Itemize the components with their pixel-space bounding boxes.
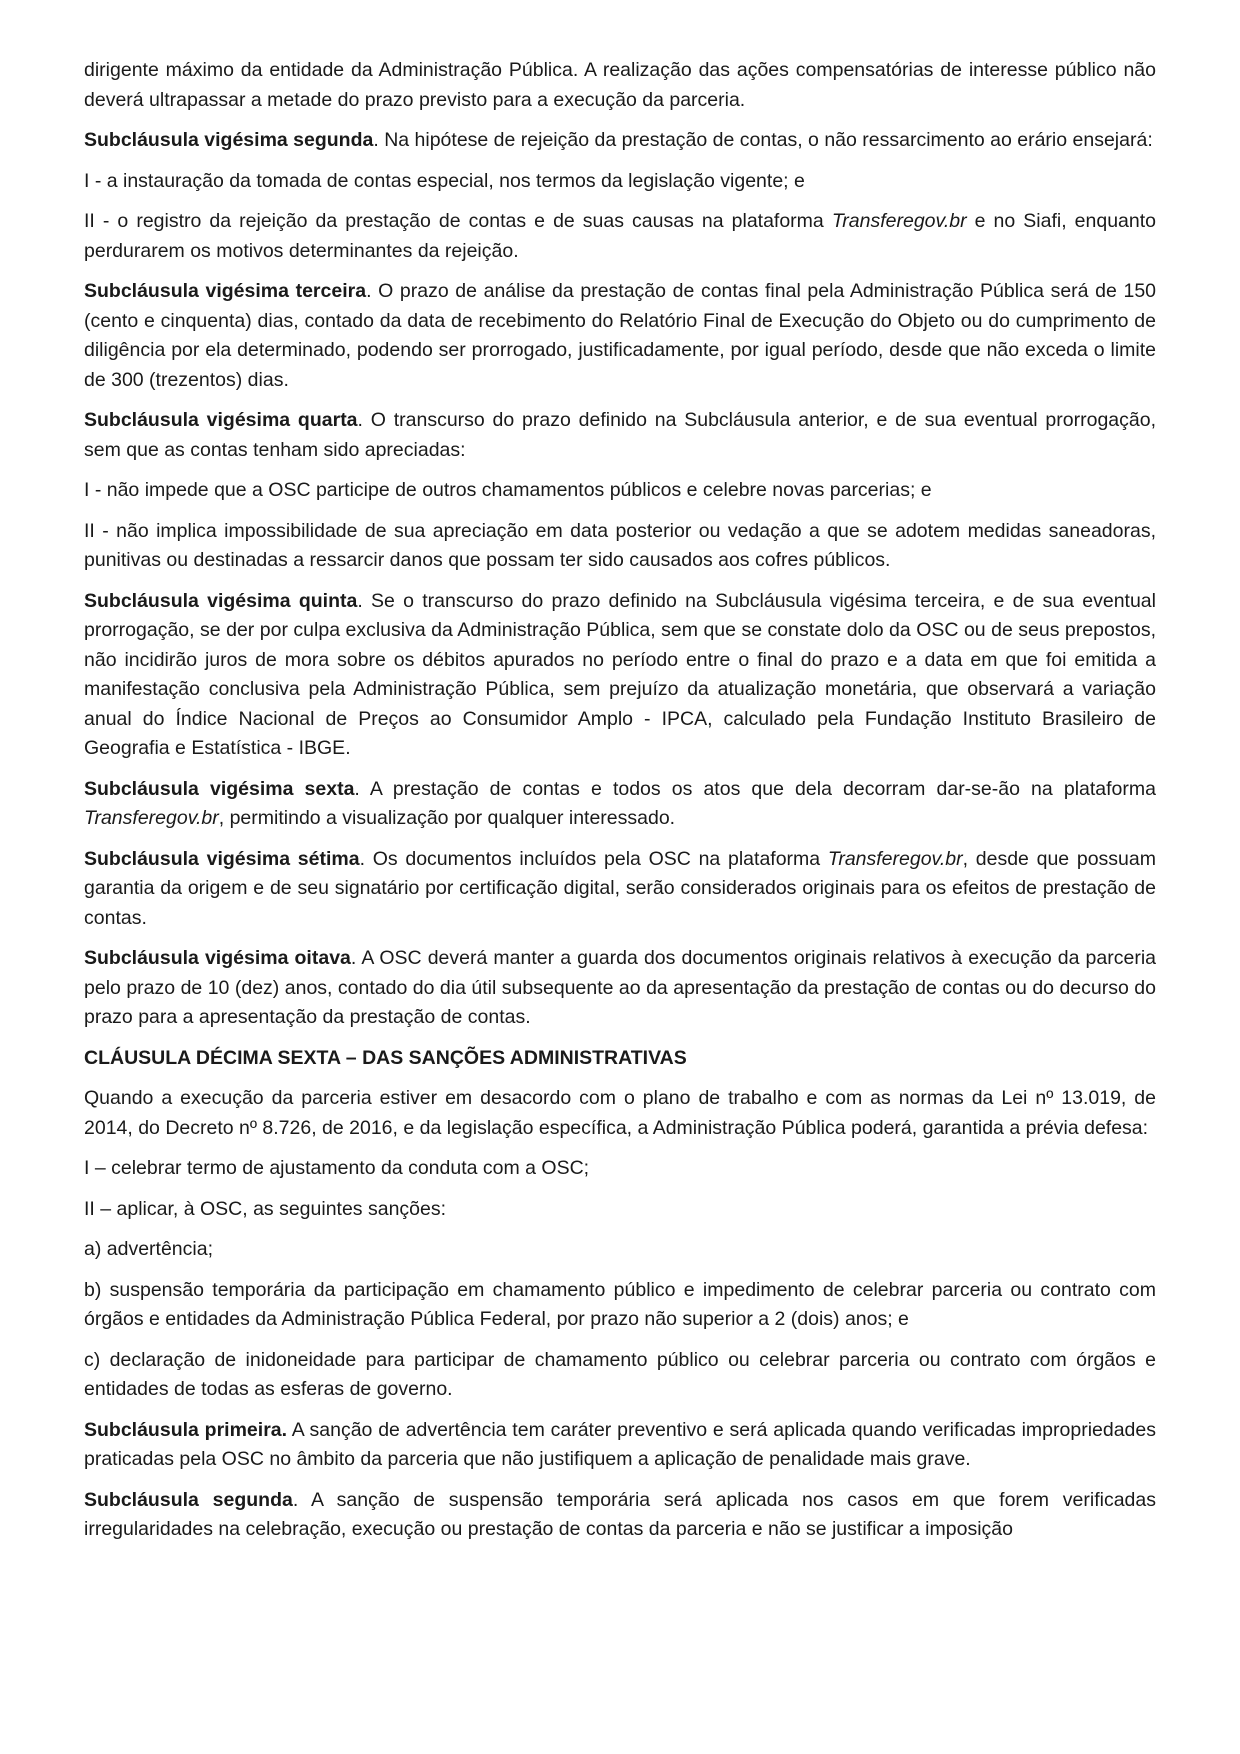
paragraph-text: b) suspensão temporária da participação em chamamento público e impedimento de celebrar parceria ou contrato com órgãos e entidades da Administração Pública Federal, por prazo não superior a 2 (dois) anos; e <box>84 1278 1156 1330</box>
subclause-title: Subcláusula segunda <box>84 1488 293 1511</box>
paragraph-text: , desde que possuam garantia da origem e de seu signatário por certificação digital, serão considerados originais para os efeitos de prestação de contas. <box>84 847 1156 929</box>
paragraph-text: II - não implica impossibilidade de sua apreciação em data posterior ou vedação a que se adotem medidas saneadoras, punitivas ou destinadas a ressarcir danos que possam ter sido causados aos cofres públicos. <box>84 519 1156 571</box>
subclause-title: Subcláusula vigésima segunda <box>84 129 374 151</box>
paragraph-text: . A prestação de contas e todos os atos que dela decorram dar-se-ão na plataforma <box>354 777 1156 800</box>
paragraph-text: a) advertência; <box>84 1238 213 1260</box>
subclause-title: Subcláusula primeira. <box>84 1418 288 1441</box>
paragraph-text: . O transcurso do prazo definido na Subcláusula anterior, e de sua eventual prorrogação, sem que as contas tenham sido apreciadas: <box>84 409 1156 461</box>
subclause-title: Subcláusula vigésima quinta <box>84 589 358 612</box>
paragraph-item-c <box>84 1346 1156 1405</box>
platform-name: Transferegov.br <box>831 210 967 232</box>
paragraph-subclause-1 <box>84 1416 1156 1475</box>
paragraph-subclause-28 <box>84 944 1156 1033</box>
paragraph-item-ii <box>84 207 1156 266</box>
paragraph-text: . Os documentos incluídos pela OSC na plataforma <box>359 847 828 870</box>
paragraph-text: I – celebrar termo de ajustamento da conduta com a OSC; <box>84 1157 590 1179</box>
platform-name: Transferegov.br <box>84 807 219 829</box>
paragraph-text: I - não impede que a OSC participe de outros chamamentos públicos e celebre novas parcerias; e <box>84 479 932 501</box>
paragraph-text: II – aplicar, à OSC, as seguintes sanções: <box>84 1197 447 1220</box>
paragraph-text: A sanção de advertência tem caráter preventivo e será aplicada quando verificadas impropriedades praticadas pela OSC no âmbito da parceria que não justifiquem a aplicação de penalidade mais grave. <box>84 1418 1156 1470</box>
paragraph-text: e no Siafi, enquanto perdurarem os motivos determinantes da rejeição. <box>84 210 1157 262</box>
paragraph-text: Quando a execução da parceria estiver em desacordo com o plano de trabalho e com as normas da Lei nº 13.019, de 2014, do Decreto nº 8.726, de 2016, e da legislação específica, a Administração Pública poderá, garantida a prévia defesa: <box>84 1087 1156 1139</box>
subclause-title: Subcláusula vigésima sexta <box>84 777 355 800</box>
paragraph-text: I - a instauração da tomada de contas especial, nos termos da legislação vigente; e <box>84 169 805 192</box>
paragraph-item-ii <box>84 1195 1156 1225</box>
paragraph-text: , permitindo a visualização por qualquer interessado. <box>218 807 676 829</box>
paragraph-text: . O prazo de análise da prestação de contas final pela Administração Pública será de 150 (cento e cinquenta) dias, contado da data de recebimento do Relatório Final de Execução do Objeto ou do cumprimento de diligência por ela determinado, podendo ser prorrogado, justificadamente, por igual período, desde que não exceda o limite de 300 (trezentos) dias. <box>84 280 1157 391</box>
paragraph-item-i <box>84 167 1156 197</box>
paragraph-subclause-24 <box>84 406 1156 465</box>
paragraph-text: dirigente máximo da entidade da Administração Pública. A realização das ações compensatórias de interesse público não deverá ultrapassar a metade do prazo previsto para a execução da parceria. <box>84 59 1156 111</box>
paragraph-text: c) declaração de inidoneidade para participar de chamamento público ou celebrar parceria ou contrato com órgãos e entidades de todas as esferas de governo. <box>84 1348 1156 1400</box>
subclause-title: Subcláusula vigésima quarta <box>84 409 358 431</box>
paragraph-continuation <box>84 56 1156 115</box>
paragraph-subclause-27 <box>84 845 1156 934</box>
paragraph-item-i <box>84 1154 1156 1184</box>
paragraph-text: II - o registro da rejeição da prestação de contas e de suas causas na plataforma <box>84 210 832 232</box>
paragraph-item-ii <box>84 517 1156 576</box>
paragraph-text: . Se o transcurso do prazo definido na Subcláusula vigésima terceira, e de sua eventual prorrogação, se der por culpa exclusiva da Administração Pública, sem que se constate dolo da OSC ou de seus prepostos, não incidirão juros de mora sobre os débitos apurados no período entre o final do prazo e a data em que foi emitida a manifestação conclusiva pela Administração Pública, sem prejuízo da atualização monetária, que observará a variação anual do Índice Nacional de Preços ao Consumidor Amplo - IPCA, calculado pela Fundação Instituto Brasileiro de Geografia e Estatística - IBGE. <box>84 589 1156 759</box>
paragraph-subclause-23 <box>84 277 1156 395</box>
subclause-title: Subcláusula vigésima oitava <box>84 947 351 969</box>
paragraph-subclause-25 <box>84 587 1156 764</box>
clause-heading: CLÁUSULA DÉCIMA SEXTA – DAS SANÇÕES ADMINISTRATIVAS <box>84 1046 687 1069</box>
subclause-title: Subcláusula vigésima terceira <box>84 280 367 302</box>
platform-name: Transferegov.br <box>827 847 963 870</box>
paragraph-item-i <box>84 476 1156 506</box>
paragraph-text: . A sanção de suspensão temporária será aplicada nos casos em que forem verificadas irregularidades na celebração, execução ou prestação de contas da parceria e não se justificar a imposição <box>84 1488 1156 1540</box>
paragraph-text: . Na hipótese de rejeição da prestação de contas, o não ressarcimento ao erário ensejará: <box>373 129 1153 151</box>
paragraph-item-b <box>84 1276 1156 1335</box>
paragraph-subclause-2 <box>84 1486 1156 1545</box>
subclause-title: Subcláusula vigésima sétima <box>84 847 360 870</box>
paragraph-subclause-22 <box>84 126 1156 156</box>
paragraph-item-a <box>84 1235 1156 1265</box>
paragraph-text: . A OSC deverá manter a guarda dos documentos originais relativos à execução da parceria pelo prazo de 10 (dez) anos, contado do dia útil subsequente ao da apresentação da prestação de contas ou do decurso do prazo para a apresentação da prestação de contas. <box>84 947 1156 1028</box>
paragraph-intro <box>84 1084 1156 1143</box>
document-page <box>84 56 1156 1556</box>
paragraph-subclause-26 <box>84 775 1156 834</box>
